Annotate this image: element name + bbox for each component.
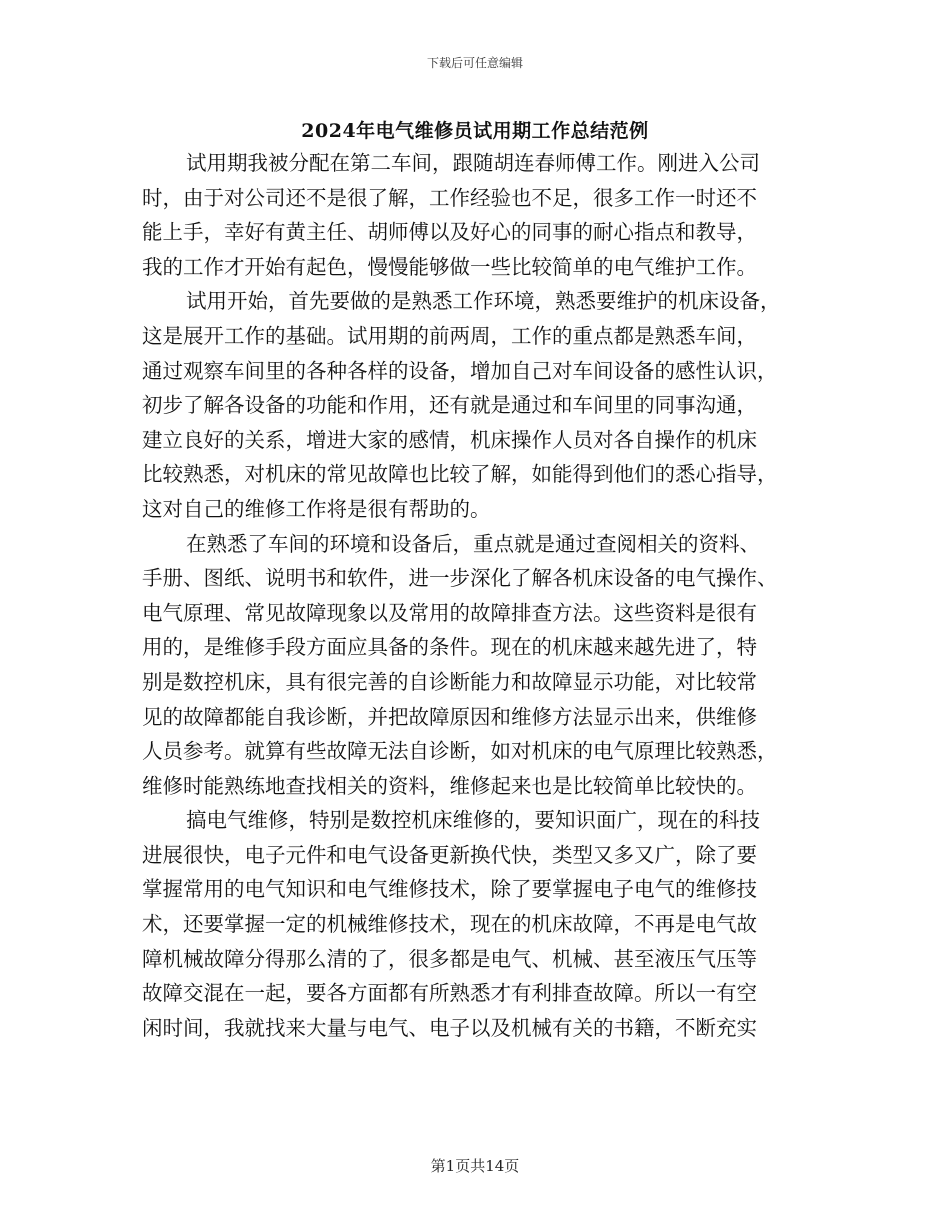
paragraph-line: 别是数控机床，具有很完善的自诊断能力和故障显示功能，对比较常 xyxy=(142,669,757,694)
paragraph-line: 闲时间，我就找来大量与电气、电子以及机械有关的书籍，不断充实 xyxy=(142,1015,757,1040)
paragraph-line: 我的工作才开始有起色，慢慢能够做一些比较简单的电气维护工作。 xyxy=(142,254,757,279)
paragraph-line: 试用期我被分配在第二车间，跟随胡连春师傅工作。刚进入公司 xyxy=(186,151,760,175)
paragraph-line: 术，还要掌握一定的机械维修技术，现在的机床故障，不再是电气故 xyxy=(142,912,757,937)
paragraph-line: 比较熟悉，对机床的常见故障也比较了解，如能得到他们的悉心指导， xyxy=(142,462,778,487)
paragraph-line: 维修时能熟练地查找相关的资料，维修起来也是比较简单比较快的。 xyxy=(142,773,757,798)
document-title: 2024年电气维修员试用期工作总结范例 xyxy=(301,120,649,142)
paragraph-line: 用的，是维修手段方面应具备的条件。现在的机床越来越先进了，特 xyxy=(142,635,757,660)
page-header-note: 下载后可任意编辑 xyxy=(426,56,523,70)
paragraph-line: 人员参考。就算有些故障无法自诊断，如对机床的电气原理比较熟悉， xyxy=(142,739,778,764)
paragraph-line: 在熟悉了车间的环境和设备后，重点就是通过查阅相关的资料、 xyxy=(186,531,760,556)
paragraph-line: 能上手，幸好有黄主任、胡师傅以及好心的同事的耐心指点和教导， xyxy=(142,220,757,245)
paragraph-line: 试用开始，首先要做的是熟悉工作环境，熟悉要维护的机床设备， xyxy=(186,289,781,314)
paragraph-line: 搞电气维修，特别是数控机床维修的，要知识面广，现在的科技 xyxy=(186,808,760,833)
paragraph-line: 故障交混在一起，要各方面都有所熟悉才有利排查故障。所以一有空 xyxy=(142,981,757,1006)
paragraph-line: 通过观察车间里的各种各样的设备，增加自己对车间设备的感性认识， xyxy=(142,358,778,383)
page-number: 第1页共14页 xyxy=(430,1157,520,1175)
paragraph-line: 见的故障都能自我诊断，并把故障原因和维修方法显示出来，供维修 xyxy=(142,704,757,729)
paragraph-line: 初步了解各设备的功能和作用，还有就是通过和车间里的同事沟通， xyxy=(142,393,757,418)
document-body xyxy=(142,146,808,1045)
paragraph-line: 手册、图纸、说明书和软件，进一步深化了解各机床设备的电气操作、 xyxy=(142,566,778,591)
paragraph-line: 障机械故障分得那么清的了，很多都是电气、机械、甚至液压气压等 xyxy=(142,946,757,971)
paragraph-line: 这对自己的维修工作将是很有帮助的。 xyxy=(142,496,491,521)
paragraph-line: 电气原理、常见故障现象以及常用的故障排查方法。这些资料是很有 xyxy=(142,600,757,625)
paragraph-line: 进展很快，电子元件和电气设备更新换代快，类型又多又广，除了要 xyxy=(142,842,757,867)
paragraph-line: 这是展开工作的基础。试用期的前两周，工作的重点都是熟悉车间， xyxy=(142,323,757,348)
paragraph-line: 建立良好的关系，增进大家的感情，机床操作人员对各自操作的机床 xyxy=(142,427,757,452)
paragraph-line: 掌握常用的电气知识和电气维修技术，除了要掌握电子电气的维修技 xyxy=(142,877,757,902)
paragraph-line: 时，由于对公司还不是很了解，工作经验也不足，很多工作一时还不 xyxy=(142,185,757,210)
